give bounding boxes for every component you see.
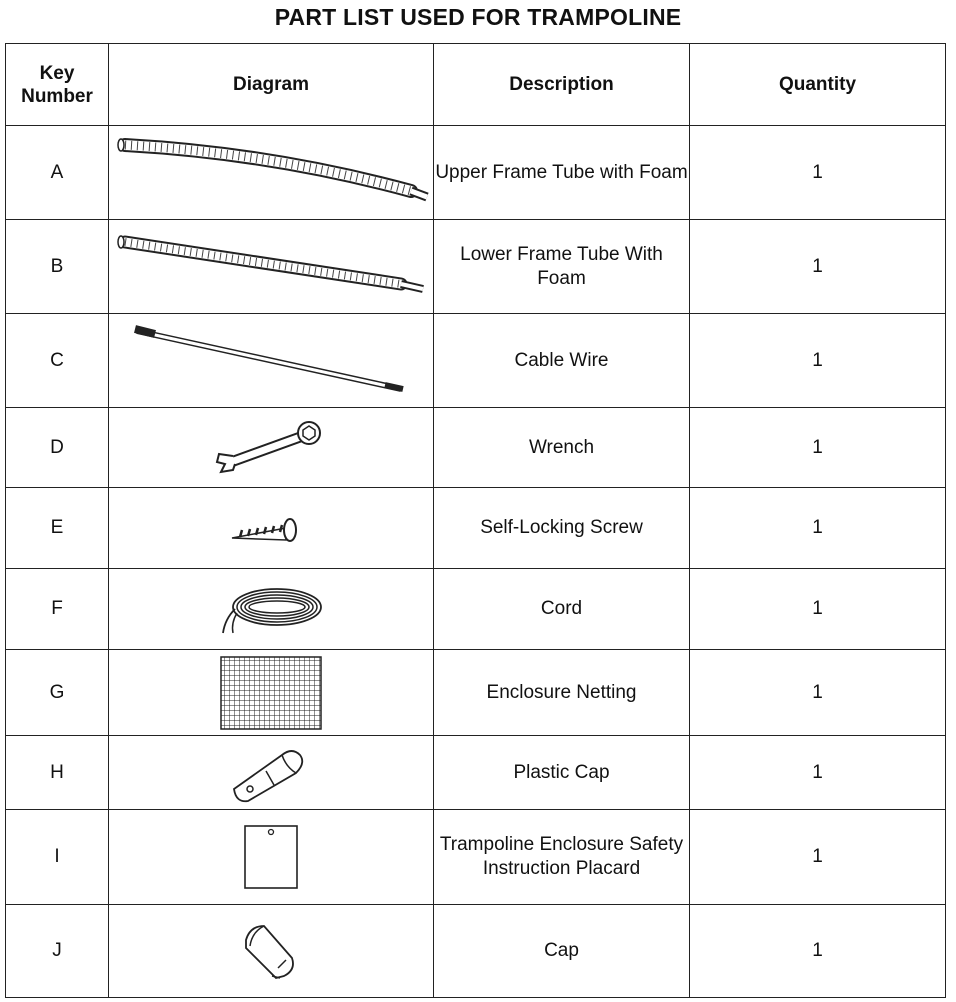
cable-wire-icon: [131, 323, 411, 399]
description-cell: Wrench: [434, 408, 690, 488]
cord-coil-icon: [211, 579, 331, 639]
key-cell: B: [6, 220, 109, 314]
key-cell: E: [6, 488, 109, 569]
key-cell: G: [6, 650, 109, 736]
quantity-cell: 1: [690, 810, 946, 905]
diagram-cell: [109, 736, 434, 810]
table-row: [6, 650, 946, 736]
key-cell: C: [6, 314, 109, 408]
diagram-cell: [109, 810, 434, 905]
quantity-cell: 1: [690, 650, 946, 736]
table-row: [6, 569, 946, 650]
diagram-cell: [109, 650, 434, 736]
description-cell: Cable Wire: [434, 314, 690, 408]
quantity-cell: 1: [690, 736, 946, 810]
table-row: [6, 810, 946, 905]
quantity-cell: 1: [690, 314, 946, 408]
key-cell: I: [6, 810, 109, 905]
description-cell: Trampoline Enclosure Safety Instruction Placard: [434, 810, 690, 905]
description-cell: Cord: [434, 569, 690, 650]
table-row: [6, 488, 946, 569]
upper-frame-tube-with-foam-icon: [111, 133, 431, 213]
parts-table: [5, 43, 946, 998]
key-cell: A: [6, 126, 109, 220]
quantity-cell: 1: [690, 220, 946, 314]
header-key-line-1: Key: [39, 62, 75, 84]
header-quantity: Quantity: [690, 44, 946, 126]
diagram-cell: [109, 220, 434, 314]
description-cell: Upper Frame Tube with Foam: [434, 126, 690, 220]
screw-icon: [226, 508, 316, 548]
quantity-cell: 1: [690, 408, 946, 488]
quantity-cell: 1: [690, 488, 946, 569]
key-cell: F: [6, 569, 109, 650]
description-cell: Self-Locking Screw: [434, 488, 690, 569]
quantity-cell: 1: [690, 126, 946, 220]
table-header-row: [6, 44, 946, 126]
header-key-number: [6, 44, 109, 126]
table-row: [6, 314, 946, 408]
placard-icon: [241, 824, 301, 890]
page-title: PART LIST USED FOR TRAMPOLINE: [274, 4, 682, 30]
wrench-icon: [211, 418, 331, 478]
header-diagram: Diagram: [109, 44, 434, 126]
lower-frame-tube-with-foam-icon: [111, 232, 431, 302]
diagram-cell: [109, 126, 434, 220]
table-row: [6, 905, 946, 998]
netting-icon: [219, 655, 323, 731]
description-cell: Enclosure Netting: [434, 650, 690, 736]
quantity-cell: 1: [690, 569, 946, 650]
cap-icon: [236, 918, 306, 984]
key-cell: D: [6, 408, 109, 488]
diagram-cell: [109, 569, 434, 650]
key-cell: H: [6, 736, 109, 810]
header-key-line-2: Number: [21, 85, 93, 107]
diagram-cell: [109, 905, 434, 998]
table-row: [6, 126, 946, 220]
diagram-cell: [109, 314, 434, 408]
header-description: Description: [434, 44, 690, 126]
diagram-cell: [109, 488, 434, 569]
table-row: [6, 408, 946, 488]
quantity-cell: 1: [690, 905, 946, 998]
diagram-cell: [109, 408, 434, 488]
key-cell: J: [6, 905, 109, 998]
description-cell: Plastic Cap: [434, 736, 690, 810]
table-row: [6, 736, 946, 810]
table-row: [6, 220, 946, 314]
description-cell: Cap: [434, 905, 690, 998]
description-cell: Lower Frame Tube With Foam: [434, 220, 690, 314]
plastic-cap-icon: [226, 741, 316, 805]
